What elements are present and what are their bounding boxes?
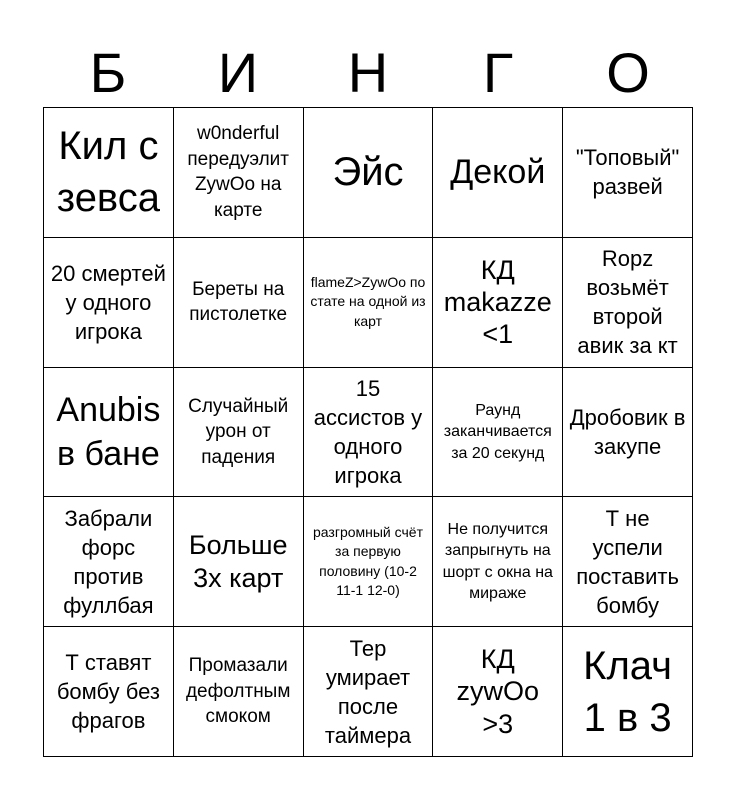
bingo-cell[interactable] [563, 238, 693, 368]
cell-text: Раунд заканчивается за 20 секунд [443, 401, 552, 462]
cell-text: 15 ассистов у одного игрока [313, 375, 423, 489]
bingo-cell[interactable] [433, 497, 563, 627]
header-letter-i: И [217, 41, 259, 104]
bingo-cell[interactable] [44, 627, 174, 757]
bingo-cell[interactable] [174, 108, 304, 238]
cell-text: Не получится запрыгнуть на шорт с окна на мираже [442, 520, 553, 603]
cell-text: Дробовик в закупе [569, 404, 686, 459]
bingo-cell[interactable] [44, 368, 174, 498]
bingo-cell[interactable] [304, 627, 434, 757]
header-letter-o: О [606, 41, 650, 104]
cell-text: Декой [450, 153, 546, 192]
bingo-cell[interactable] [563, 108, 693, 238]
cell-text: Промазали дефолтным смоком [185, 655, 291, 728]
cell-text: Кил с зевса [56, 124, 160, 221]
cell-text: Случайный урон от падения [188, 395, 289, 468]
bingo-cell[interactable] [563, 368, 693, 498]
bingo-header [43, 38, 693, 108]
cell-text: КД zywOo >3 [456, 644, 540, 739]
bingo-grid [43, 107, 693, 757]
bingo-cell[interactable] [433, 238, 563, 368]
bingo-cell[interactable] [174, 497, 304, 627]
bingo-cell[interactable] [174, 238, 304, 368]
cell-text: Т ставят бомбу без фрагов [56, 650, 160, 734]
cell-text: КД makazze <1 [443, 254, 552, 350]
bingo-cell[interactable] [433, 108, 563, 238]
cell-text: Эйс [332, 150, 404, 195]
cell-text: w0nderful передуэлит ZywOo на карте [187, 123, 289, 222]
bingo-cell[interactable] [44, 497, 174, 627]
bingo-cell[interactable] [304, 497, 434, 627]
cell-text: разгромный счёт за первую половину (10-2 11-1 12-0) [313, 523, 423, 599]
header-letter-b: Б [89, 41, 127, 104]
cell-text: Береты на пистолетке [189, 278, 288, 326]
bingo-cell[interactable] [44, 108, 174, 238]
bingo-cell[interactable] [563, 497, 693, 627]
cell-text: Клач 1 в 3 [583, 643, 673, 740]
bingo-cell[interactable] [304, 238, 434, 368]
header-letter-n: Н [347, 41, 389, 104]
cell-text: Забрали форс против фуллбая [63, 505, 154, 618]
cell-text: "Топовый" развей [575, 145, 680, 200]
cell-text: Anubis в бане [56, 390, 161, 473]
bingo-cell[interactable] [433, 368, 563, 498]
cell-text: flameZ>ZywOo по стате на одной из карт [310, 273, 426, 329]
bingo-cell[interactable] [44, 238, 174, 368]
cell-text: Больше 3х карт [188, 530, 288, 593]
header-letter-g: Г [482, 41, 514, 104]
bingo-cell[interactable] [304, 368, 434, 498]
bingo-cell[interactable] [563, 627, 693, 757]
cell-text: Т не успели поставить бомбу [576, 505, 679, 618]
bingo-cell[interactable] [174, 368, 304, 498]
bingo-cell[interactable] [304, 108, 434, 238]
bingo-cell[interactable] [433, 627, 563, 757]
bingo-cell[interactable] [174, 627, 304, 757]
cell-text: Тер умирает после таймера [324, 635, 412, 748]
cell-text: Ropz возьмёт второй авик за кт [577, 246, 678, 359]
cell-text: 20 смертей у одного игрока [50, 260, 166, 344]
